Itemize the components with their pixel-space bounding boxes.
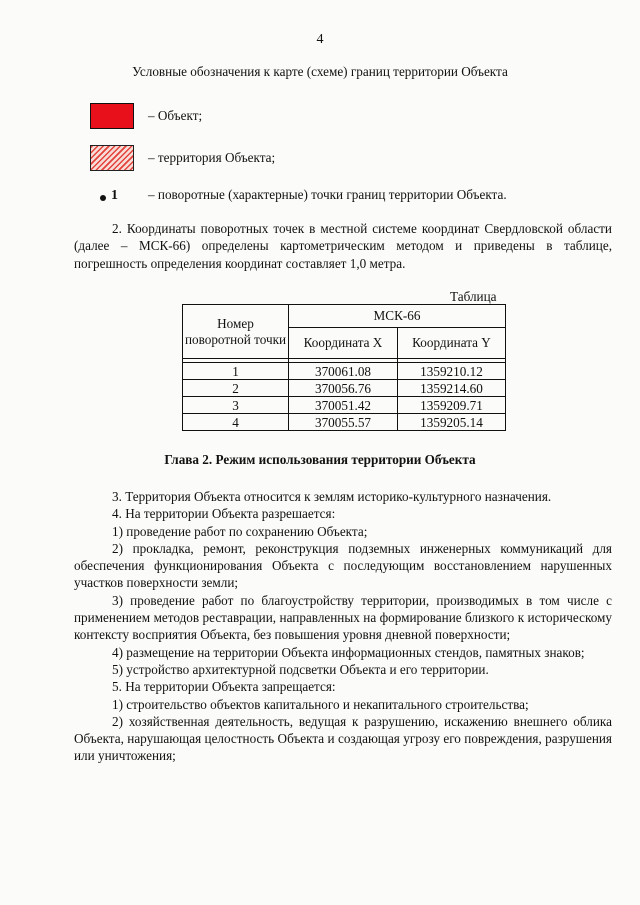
table-row bbox=[183, 397, 506, 414]
cell-x: 370055.57 bbox=[289, 414, 398, 431]
cell-y: 1359205.14 bbox=[398, 414, 506, 431]
chapter-body bbox=[74, 488, 612, 765]
paragraph-coordinates bbox=[74, 220, 612, 272]
col-header-group: МСК-66 bbox=[289, 305, 506, 328]
cell-number: 1 bbox=[183, 363, 289, 380]
body-paragraph: 3) проведение работ по благоустройству территории, производимых в том числе с применением методов реставрации, направленных на формирование близкого к историческому контексту восприятия Объекта, без повышения уровня дневной поверхности; bbox=[74, 592, 612, 643]
body-paragraph: 1) строительство объектов капитального и некапитального строительства; bbox=[112, 696, 529, 712]
cell-number: 4 bbox=[183, 414, 289, 431]
body-paragraph: 4) размещение на территории Объекта информационных стендов, памятных знаков; bbox=[112, 644, 585, 660]
legend-item-label: – Объект; bbox=[148, 108, 203, 123]
cell-x: 370056.76 bbox=[289, 380, 398, 397]
legend-item-label: – поворотные (характерные) точки границ территории Объекта. bbox=[148, 187, 507, 202]
legend-item-label: – территория Объекта; bbox=[148, 150, 276, 165]
cell-x: 370061.08 bbox=[289, 363, 398, 380]
col-header-x: Координата X bbox=[289, 328, 398, 359]
body-paragraph: 1) проведение работ по сохранению Объекта; bbox=[112, 523, 368, 539]
cell-number: 3 bbox=[183, 397, 289, 414]
table-row bbox=[183, 414, 506, 431]
body-paragraph: 2) прокладка, ремонт, реконструкция подземных инженерных коммуникаций для обеспечения функционирования Объекта с последующим восстановлением нарушенных участков поверхности земли; bbox=[74, 540, 612, 591]
table-row bbox=[183, 363, 506, 380]
cell-x: 370051.42 bbox=[289, 397, 398, 414]
body-paragraph: 5. На территории Объекта запрещается: bbox=[112, 679, 336, 695]
point-number: 1 bbox=[111, 188, 118, 203]
body-paragraph: 4. На территории Объекта разрешается: bbox=[112, 506, 336, 522]
page-number: 4 bbox=[316, 32, 324, 47]
point-dot-icon bbox=[100, 195, 106, 201]
legend-title: Условные обозначения к карте (схеме) границ территории Объекта bbox=[132, 64, 508, 79]
chapter-title: Глава 2. Режим использования территории Объекта bbox=[164, 452, 476, 467]
cell-number: 2 bbox=[183, 380, 289, 397]
body-paragraph: 5) устройство архитектурной подсветки Объекта и его территории. bbox=[112, 661, 489, 677]
cell-y: 1359209.71 bbox=[398, 397, 506, 414]
col-header-y: Координата Y bbox=[398, 328, 506, 359]
legend-item-points bbox=[78, 182, 598, 208]
table-row bbox=[183, 380, 506, 397]
object-red-swatch-icon bbox=[90, 103, 134, 129]
legend-item-territory bbox=[78, 145, 598, 171]
legend-item-object bbox=[78, 103, 598, 129]
table-caption: Таблица bbox=[450, 289, 497, 304]
col-header-number: Номер поворотной точки bbox=[183, 305, 289, 359]
paragraph-text: 2. Координаты поворотных точек в местной системе координат Свердловской области (далее – МСК-66) определены картометрическим методом и приведены в таблице, погрешность определения координат составляет 1,0 метра. bbox=[74, 221, 612, 271]
territory-hatched-swatch-icon bbox=[90, 145, 134, 171]
cell-y: 1359214.60 bbox=[398, 380, 506, 397]
coordinates-table bbox=[182, 304, 506, 431]
turning-point-icon bbox=[90, 182, 134, 208]
cell-y: 1359210.12 bbox=[398, 363, 506, 380]
body-paragraph: 2) хозяйственная деятельность, ведущая к разрушению, искажению внешнего облика Объекта, нарушающая целостность Объекта и создающая угрозу его повреждения, разрушения или уничтожения; bbox=[74, 713, 612, 764]
body-paragraph: 3. Территория Объекта относится к землям историко-культурного назначения. bbox=[112, 489, 552, 504]
